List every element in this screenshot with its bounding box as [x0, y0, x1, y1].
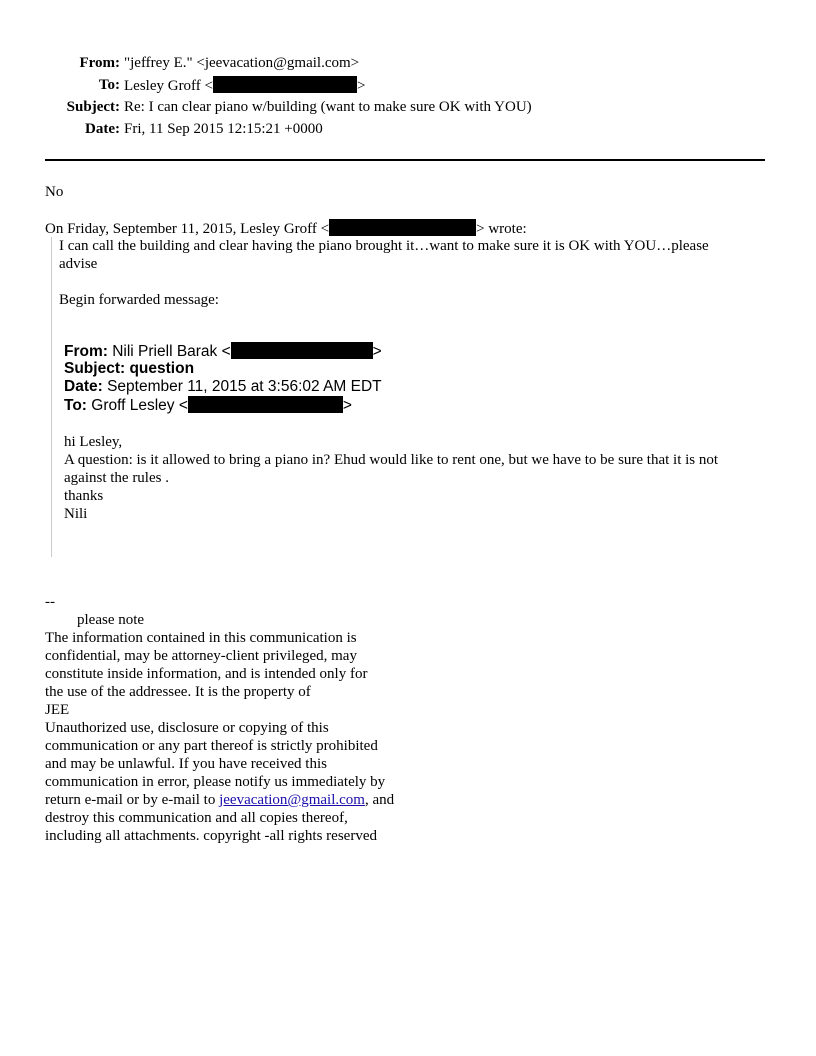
- fwd-date-value: September 11, 2015 at 3:56:02 AM EDT: [102, 378, 382, 395]
- fwd-subject-row: [64, 360, 194, 378]
- footer-line: The information contained in this communication is: [45, 630, 357, 646]
- footer-line: JEE: [45, 702, 70, 718]
- header-divider: [45, 159, 765, 161]
- footer-please-note: please note: [77, 612, 145, 628]
- header-subject-label: Subject:: [66, 99, 120, 115]
- footer-line: communication in error, please notify us immediately by: [45, 774, 386, 790]
- fwd-to-name: Groff Lesley <: [86, 397, 188, 414]
- footer-line: confidential, may be attorney-client privileged, may: [45, 648, 357, 664]
- quote-intro: [45, 219, 527, 238]
- footer-line: Unauthorized use, disclosure or copying of this: [45, 720, 329, 736]
- fwd-subject-value: question: [125, 360, 195, 377]
- header-to-name: Lesley Groff <: [124, 78, 213, 94]
- header-subject-value: Re: I can clear piano w/building (want to make sure OK with YOU): [124, 99, 532, 115]
- header-to-label: To:: [98, 77, 120, 93]
- redaction-box: [329, 219, 476, 236]
- fwd-line-1: A question: is it allowed to bring a piano in? Ehud would like to rent one, but we have to be sure that it is not: [64, 452, 719, 468]
- fwd-from-row: [64, 342, 382, 361]
- quote-bar: [51, 237, 52, 557]
- fwd-date-label: Date:: [64, 378, 103, 395]
- fwd-thanks: thanks: [64, 488, 104, 504]
- footer-line: including all attachments. copyright -all rights reserved: [45, 828, 377, 844]
- fwd-greeting: hi Lesley,: [64, 434, 123, 450]
- fwd-date-row: [64, 378, 382, 396]
- footer-line: and may be unlawful. If you have received this: [45, 756, 327, 772]
- footer-return-end: , and: [364, 792, 395, 808]
- redaction-box: [188, 396, 343, 413]
- fwd-to-label: To:: [64, 397, 87, 414]
- fwd-from-label: From:: [64, 343, 108, 360]
- footer-return-text: return e-mail or by e-mail to: [45, 792, 220, 808]
- header-to-close: >: [357, 78, 366, 94]
- fwd-line-2: against the rules .: [64, 470, 169, 486]
- begin-forwarded: Begin forwarded message:: [59, 292, 219, 308]
- fwd-to-row: [64, 396, 352, 415]
- header-to-value: [124, 76, 365, 95]
- reply-text: No: [45, 184, 64, 200]
- quote-intro-wrote: > wrote:: [476, 221, 527, 237]
- fwd-from-name: Nili Priell Barak <: [107, 343, 231, 360]
- fwd-to-close: >: [342, 397, 352, 414]
- header-from-label: From:: [79, 55, 120, 71]
- header-date-value: Fri, 11 Sep 2015 12:15:21 +0000: [124, 121, 323, 137]
- footer-return-line: [45, 791, 394, 809]
- header-from-value: "jeffrey E." <jeevacation@gmail.com>: [124, 55, 360, 71]
- redaction-box: [213, 76, 357, 93]
- redaction-box: [231, 342, 373, 359]
- quoted-line-1: I can call the building and clear having the piano brought it…want to make sure it is OK with YOU…please: [59, 238, 709, 254]
- footer-line: the use of the addressee. It is the property of: [45, 684, 311, 700]
- fwd-subject-label: Subject:: [64, 360, 126, 377]
- fwd-from-close: >: [372, 343, 382, 360]
- footer-line: constitute inside information, and is intended only for: [45, 666, 368, 682]
- footer-dashes: --: [45, 594, 55, 610]
- quote-intro-text: On Friday, September 11, 2015, Lesley Groff <: [45, 221, 330, 237]
- footer-email-link[interactable]: jeevacation@gmail.com: [219, 792, 365, 808]
- header-date-label: Date:: [85, 121, 120, 137]
- footer-line: destroy this communication and all copies thereof,: [45, 810, 348, 826]
- fwd-signature: Nili: [64, 506, 88, 522]
- footer-line: communication or any part thereof is strictly prohibited: [45, 738, 378, 754]
- quoted-line-2: advise: [59, 256, 98, 272]
